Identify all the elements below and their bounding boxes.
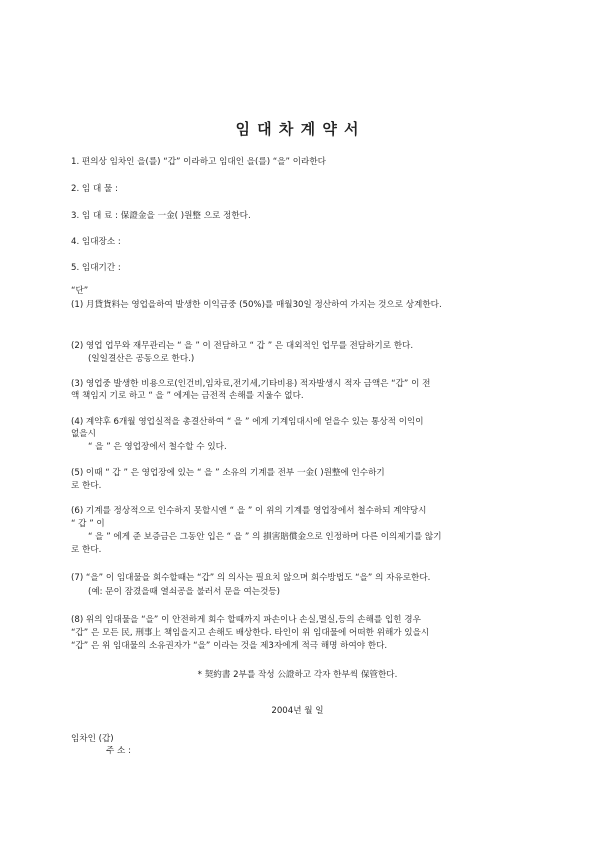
term-8-cont2: “갑” 은 위 임대물의 소유권자가 “을” 이라는 것을 제3자에게 적극 해명 하여야 한다. [71, 641, 388, 651]
item-rent: 3. 임 대 료 : 保證金을 一金( )원整 으로 정한다. [71, 211, 251, 221]
term-3-cont: 액 책임지 기로 하고 “ 을 ” 에게는 금전적 손해를 지울수 없다. [71, 391, 304, 401]
terms-heading: “단” [71, 286, 89, 296]
item-parties: 1. 편의상 임차인 을(를) “갑” 이라하고 임대인 을(를) “을” 이라한다 [71, 157, 326, 167]
term-4-cont: 없을시 [71, 429, 96, 439]
document-title: 임 대 차 계 약 서 [235, 120, 360, 138]
item-period: 5. 임대기간 : [71, 263, 121, 273]
term-3: (3) 영업중 발생한 비용으로(인건비,임차료,전기세,기타비용) 적자발생시 적자 금액은 “갑” 이 전 [71, 379, 431, 389]
term-8-cont: “갑” 은 모든 民, 刑事上 책임을지고 손해도 배상한다. 타인이 위 임대물에 어떠한 위해가 있을시 [71, 628, 430, 638]
footer-note: * 契約書 2부를 작성 公證하고 각자 한부씩 保管한다. [197, 670, 398, 680]
item-location: 4. 임대장소 : [71, 237, 121, 247]
term-6: (6) 기계를 정상적으로 인수하지 못할시엔 “ 을 ” 이 위의 기계를 영업장에서 철수하되 계약당시 [71, 506, 427, 516]
term-2: (2) 영업 업무와 재무관리는 “ 을 ” 이 전담하고 “ 갑 ” 은 대외적인 업무를 전담하기로 한다. [71, 341, 414, 351]
term-8: (8) 위의 임대물을 “을” 이 안전하게 회수 할때까지 파손이나 손실,멸실,등의 손해를 입힌 경우 [71, 615, 421, 625]
term-2-note: (일일결산은 공동으로 한다.) [88, 354, 195, 364]
term-5: (5) 이때 “ 갑 ” 은 영업장에 있는 “ 을 ” 소유의 기계를 전부 一金( )원整에 인수하기 [71, 468, 385, 478]
term-6-cont2: “ 을 ” 에게 준 보증금은 그동안 입은 “ 을 ” 의 損害賠償金으로 인정하며 다른 이의제기를 않기 [88, 532, 442, 542]
item-rental-property: 2. 임 대 물 : [71, 184, 118, 194]
tenant-label: 임차인 (갑) [71, 734, 114, 744]
term-7: (7) “을” 이 임대물을 회수할때는 “갑” 의 의사는 필요치 않으며 회수방법도 “을” 의 자유로한다. [71, 573, 431, 583]
term-4-cont2: “ 을 ” 은 영업장에서 철수할 수 있다. [88, 442, 227, 452]
term-5-cont: 로 한다. [71, 481, 102, 491]
contract-date: 2004년 월 일 [271, 706, 324, 716]
tenant-address-label: 주 소 : [106, 746, 131, 756]
term-6-cont: “ 갑 ” 이 [71, 519, 105, 529]
term-7-note: (예: 문이 잠겼을때 열쇠공을 불러서 문을 여는것등) [88, 587, 281, 597]
term-1: (1) 月貸貨料는 영업을하여 발생한 이익금중 (50%)를 매월30일 정산하여 가지는 것으로 상계한다. [71, 300, 442, 310]
term-6-cont3: 로 한다. [71, 545, 102, 555]
term-4: (4) 계약후 6개월 영업실적을 총결산하여 “ 을 ” 에게 기계임대시에 얻을수 있는 통상적 이익이 [71, 417, 424, 427]
